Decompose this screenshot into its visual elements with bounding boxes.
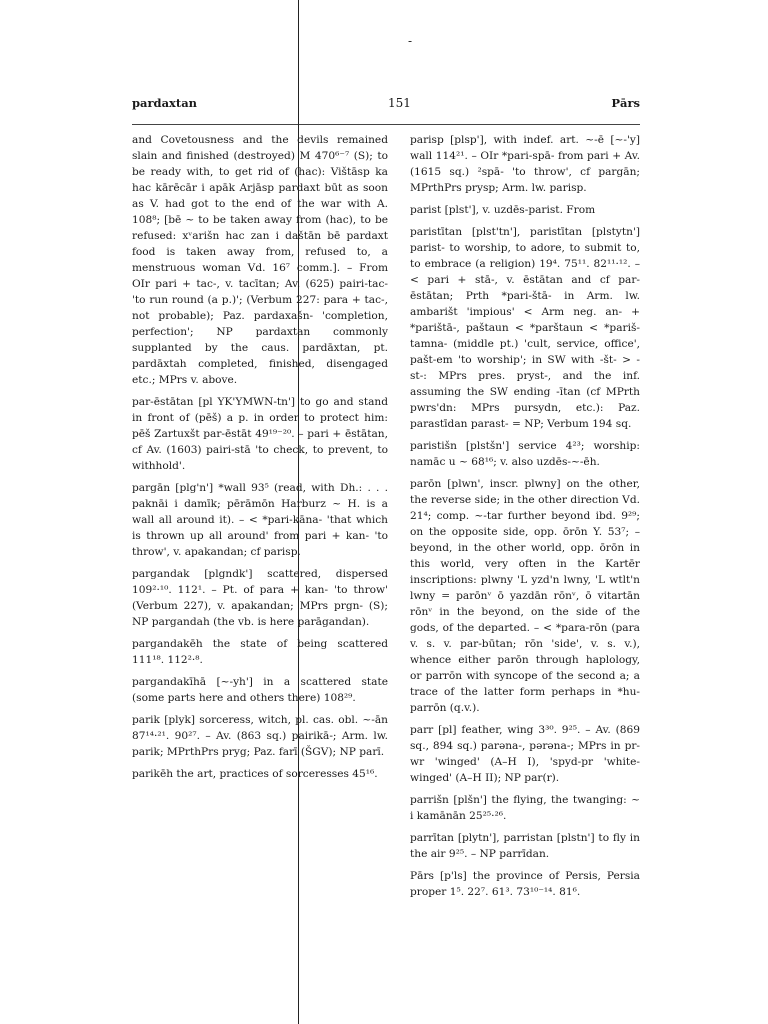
top-mark: - (408, 34, 413, 48)
entry: parr [pl] feather, wing 3³⁰. 9²⁵. – Av. (869 sq., 894 sq.) parəna-, pərəna-; MPrs in pr-wr 'winged' (A–H I), 'spyd-pr 'white-winged' (A–H II); NP par(r). (410, 724, 640, 784)
entry: paristišn [plstšn'] service 4²³; worship: namāc u ~ 68¹⁶; v. also uzdēs-~-ēh. (410, 440, 640, 468)
entry: parik [plyk] sorceress, witch, pl. cas. obl. ~-ān 87¹⁴·²¹. 90²⁷. – Av. (863 sq.) pairikā-; Arm. lw. parik; MPrthPrs pryg; Paz. farī (ŠGV); NP parī. (132, 714, 388, 758)
entry: parrišn [plšn'] the flying, the twanging: ~ i kamānān 25²⁵·²⁶. (410, 794, 640, 822)
left-column (132, 132, 388, 788)
entry: paristītan [plst'tn'], paristītan [plstytn'] parist- to worship, to adore, to submit to, to embrace (a religion) 19⁴. 75¹¹. 82¹¹·¹². – < pari + stā-, v. ēstātan and cf par-ēstātan; Prth *pari-štā- in Arm. lw. ambarišt 'impious' < Arm neg. an- + *parištā-, paštaun < *parštaun < *pariš-tamna- (middle pt.) 'cult, service, office', pašt-em 'to worship'; in SW with -št- > -st-: MPrs pres. pryst-, and the inf. assuming the SW ending -ītan (cf MPrth pwrs'dn: MPrs pursydn, etc.): Paz. parastīdan parast- = NP; Verbum 194 sq. (410, 226, 640, 430)
page-number: 151 (388, 96, 411, 110)
entry: par-ēstātan [pl YK'YMWN-tn'] to go and stand in front of (pēš) a p. in order to protect him: pēš Zartuxšt par-ēstāt 49¹⁹⁻²⁰. – pari + ēstātan, cf Av. (1603) pairi-stā 'to check, to prevent, to withhold'. (132, 396, 388, 472)
entry: pargandak [plgndk'] scattered, dispersed 109²·¹⁰. 112¹. – Pt. of para + kan- 'to throw' (Verbum 227), v. apakandan; MPrs prgn- (S); NP pargandah (the vb. is here parāgandan). (132, 568, 388, 628)
entry: pargandakēh the state of being scattered 111¹⁸. 112²·⁸. (132, 638, 388, 666)
entry: Pārs [p'ls] the province of Persis, Persia proper 1⁵. 22⁷. 61³. 73¹⁰⁻¹⁴. 81⁶. (410, 870, 640, 898)
entry: pargān [plg'n'] *wall 93⁵ (read, with Dh.: . . . paknāi i damīk; pērāmōn Harburz ~ H. is a wall all around it). – < *pari-kāna- 'that which is thrown up all around' from pari + kan- 'to throw', v. apakandan; cf parisp. (132, 482, 388, 558)
entry: parōn [plwn', inscr. plwny] on the other, the reverse side; in the other direction Vd. 21⁴; comp. ~-tar further beyond ibd. 9²⁹; on the opposite side, opp. ōrōn Y. 53⁷; – beyond, in the other world, opp. ōrōn in this world, very often in the Kartēr inscriptions: plwny 'L yzd'n lwny, 'L wtlt'n lwny = parōnᵛ ō yazdān rōnᵛ, ō vitartān rōnᵛ in the beyond, on the side of the gods, of the departed. – < *para-rōn (para v. s. v. par-būtan; rōn 'side', v. s. v.), whence either parōn through haplology, or parrōn with syncope of the second a; a trace of the latter form perhaps in *hu-parrōn (q.v.). (410, 478, 640, 714)
entry: parikēh the art, practices of sorceresses 45¹⁶. (132, 768, 378, 780)
scan-fold-line (298, 0, 299, 1024)
running-head-right: Pārs (611, 96, 640, 110)
entry: parisp [plsp'], with indef. art. ~-ē [~-'y] wall 114²¹. – OIr *pari-spā- from pari + Av. (1615 sq.) ²spā- 'to throw', cf pargān; MPrthPrs prysp; Arm. lw. parisp. (410, 134, 640, 194)
right-column (410, 132, 640, 906)
entry: parist [plst'], v. uzdēs-parist. From (410, 204, 596, 216)
entry: and Covetousness and the devils remained slain and finished (destroyed) M 470⁶⁻⁷ (S); to be ready with, to get rid of (hac): Vištāsp ka hac kārēcār i apāk Arjāsp pardaxt būt as soon as V. had got to the end of the war with A. 108⁸; [bē ~ to be taken away from (hac), to be refused: xᵛarišn hac zan i daštān bē pardaxt food is taken away from, refused to, a menstruous woman Vd. 16⁷ comm.]. – From OIr pari + tac-, v. tacītan; Av. (625) pairi-tac- 'to run round (a p.)'; (Verbum 227: para + tac-, not probable); Paz. pardaxašn- 'completion, perfection'; NP pardaxtan commonly supplanted by the caus. pardāxtan, pt. pardāxtah completed, finished, disengaged etc.; MPrs v. above. (132, 134, 388, 386)
entry: pargandakīhā [~-yh'] in a scattered state (some parts here and others there) 108²⁹. (132, 676, 388, 704)
entry: parrītan [plytn'], parristan [plstn'] to fly in the air 9²⁵. – NP parrīdan. (410, 832, 640, 860)
header-rule (132, 124, 640, 125)
page-header (132, 96, 640, 114)
running-head-left: pardaxtan (132, 96, 198, 110)
